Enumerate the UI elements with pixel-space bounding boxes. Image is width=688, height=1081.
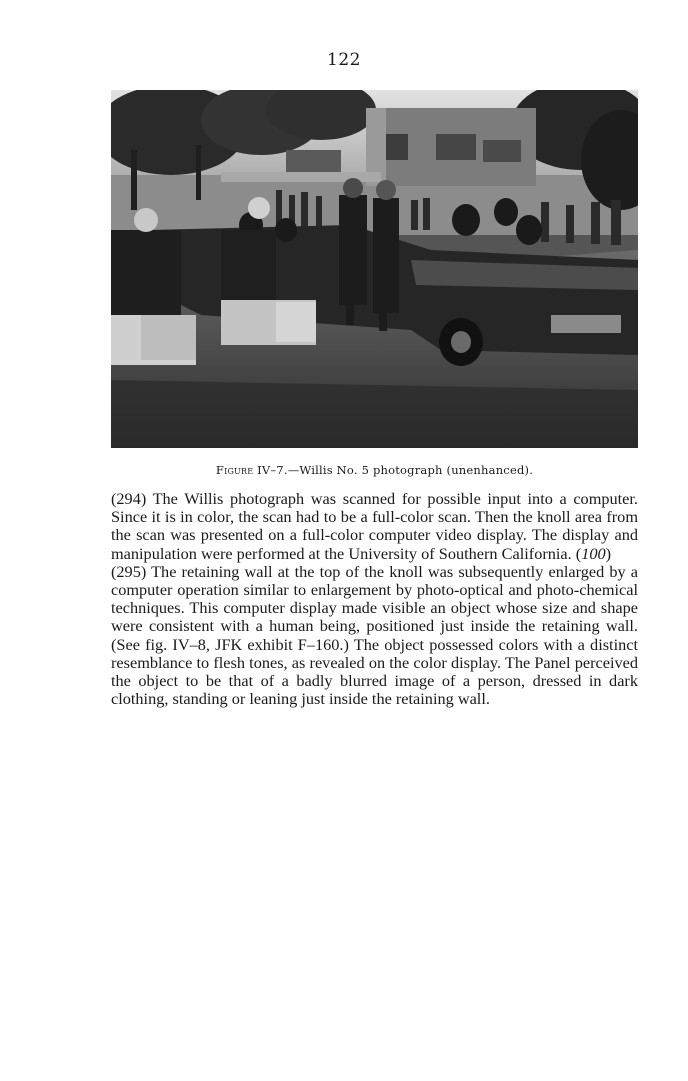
paragraph-number: (294) bbox=[111, 489, 147, 508]
paragraph-text: The retaining wall at the top of the knoll was subsequently enlarged by a computer operation similar to enlargement by photo-optical and photo-chemical techniques. This computer display made visible an object whose size and shape were consistent with a human being, positioned just inside the retaining wall. (See fig. IV–8, JFK exhibit F–160.) The object possessed colors with a distinct resemblance to flesh tones, as revealed on the color display. The Panel perceived the object to be that of a badly blurred image of a person, dressed in dark clothing, standing or leaning just inside the retaining wall. bbox=[111, 561, 638, 709]
paragraph-294 bbox=[111, 490, 638, 563]
paragraph-text: The Willis photograph was scanned for possible input into a computer. Since it is in color, the scan had to be a full-color scan. Then the knoll area from the scan was presented on a full-color computer video display. The display and manipulation were performed at the University of Southern California. ( bbox=[111, 489, 638, 563]
paragraph-295 bbox=[111, 563, 638, 709]
figure-caption bbox=[111, 463, 638, 477]
willis-photograph bbox=[111, 90, 638, 448]
page-number: 122 bbox=[327, 50, 361, 70]
citation-reference: 100 bbox=[581, 543, 606, 563]
paragraph-number: (295) bbox=[111, 561, 147, 581]
body-text bbox=[111, 490, 638, 708]
paragraph-text-end: ) bbox=[605, 543, 612, 563]
figure-label: Figure IV–7. bbox=[215, 463, 288, 477]
figure-caption-text: —Willis No. 5 photograph (unenhanced). bbox=[287, 463, 534, 477]
